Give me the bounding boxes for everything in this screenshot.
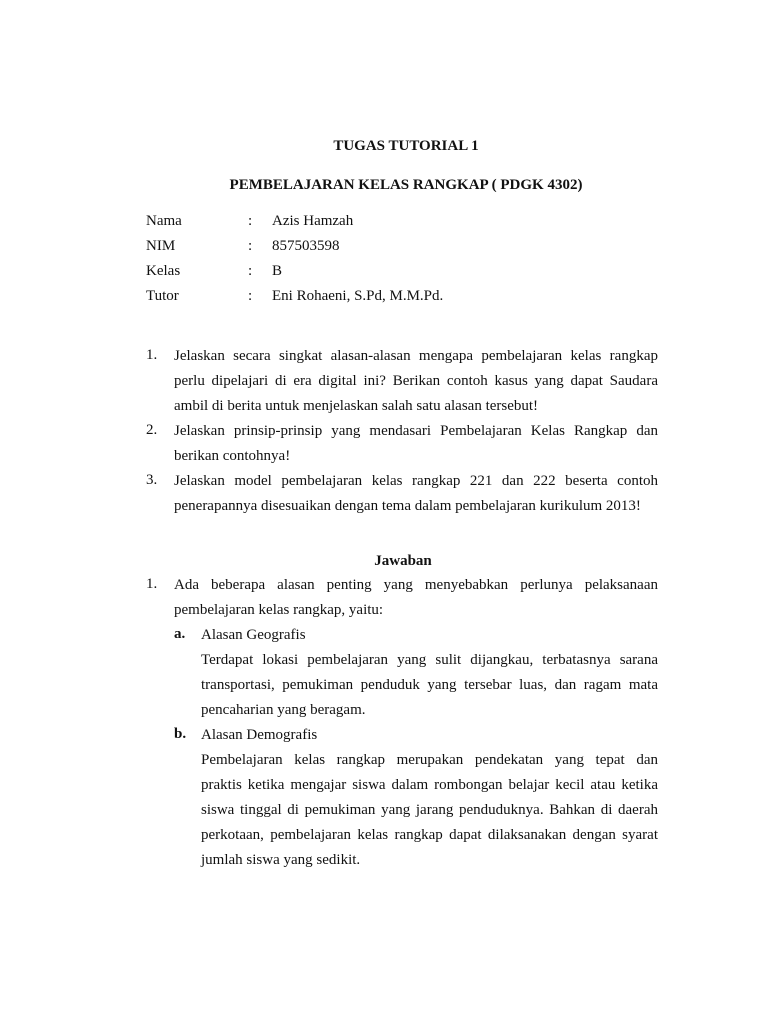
info-value: 857503598 [272,238,340,254]
question-item [146,422,658,472]
text-line: praktis ketika mengajar siswa dalam rombongan belajar kecil atau ketika [201,777,658,793]
text-line: penerapannya disesuaikan dengan tema dalam pembelajaran kurikulum 2013! [174,498,641,514]
info-value: Eni Rohaeni, S.Pd, M.M.Pd. [272,288,444,304]
info-colon: : [248,213,253,229]
text-line: pencaharian yang beragam. [201,702,366,718]
document-title: TUGAS TUTORIAL 1 [333,138,479,154]
text-line: ambil di berita untuk menjelaskan salah satu alasan tersebut! [174,398,539,414]
text-line: jumlah siswa yang sedikit. [201,852,361,868]
info-label: NIM [146,238,176,254]
info-colon: : [248,263,253,279]
sub-title: Alasan Geografis [201,627,306,643]
text-line: pembelajaran kelas rangkap, yaitu: [174,602,384,618]
question-item [146,347,658,422]
answer-subitem-b [174,726,658,876]
text-line: Jelaskan secara singkat alasan-alasan mengapa pembelajaran kelas rangkap [174,348,658,364]
question-number: 2. [146,422,158,438]
text-line: perkotaan, pembelajaran kelas rangkap dapat dilaksanakan dengan syarat [201,827,658,843]
question-number: 3. [146,472,158,488]
info-label: Kelas [146,263,181,279]
answer-list [146,576,658,876]
text-line: Terdapat lokasi pembelajaran yang sulit dijangkau, terbatasnya sarana [201,652,658,668]
info-value: B [272,263,283,279]
info-colon: : [248,238,253,254]
question-number: 1. [146,347,158,363]
answer-item [146,576,658,876]
question-item [146,472,658,522]
text-line: transportasi, pemukiman penduduk yang tersebar luas, dan ragam mata [201,677,658,693]
info-label: Nama [146,213,182,229]
answer-heading: Jawaban [374,553,432,569]
answer-subitem-a [174,626,658,726]
question-list [146,347,658,522]
text-line: Ada beberapa alasan penting yang menyebabkan perlunya pelaksanaan [174,577,658,593]
info-colon: : [248,288,253,304]
sub-letter: a. [174,626,186,642]
sub-title: Alasan Demografis [201,727,318,743]
text-line: Jelaskan prinsip-prinsip yang mendasari Pembelajaran Kelas Rangkap dan [174,423,658,439]
text-line: perlu dipelajari di era digital ini? Berikan contoh kasus yang dapat Saudara [174,373,658,389]
info-value: Azis Hamzah [272,213,354,229]
answer-number: 1. [146,576,158,592]
text-line: Pembelajaran kelas rangkap merupakan pendekatan yang tepat dan [201,752,658,768]
text-line: Jelaskan model pembelajaran kelas rangkap 221 dan 222 beserta contoh [174,473,658,489]
sub-letter: b. [174,726,187,742]
text-line: berikan contohnya! [174,448,291,464]
info-label: Tutor [146,288,179,304]
document-subtitle: PEMBELAJARAN KELAS RANGKAP ( PDGK 4302) [229,177,583,193]
text-line: siswa tinggal di pemukiman yang jarang penduduknya. Bahkan di daerah [201,802,658,818]
